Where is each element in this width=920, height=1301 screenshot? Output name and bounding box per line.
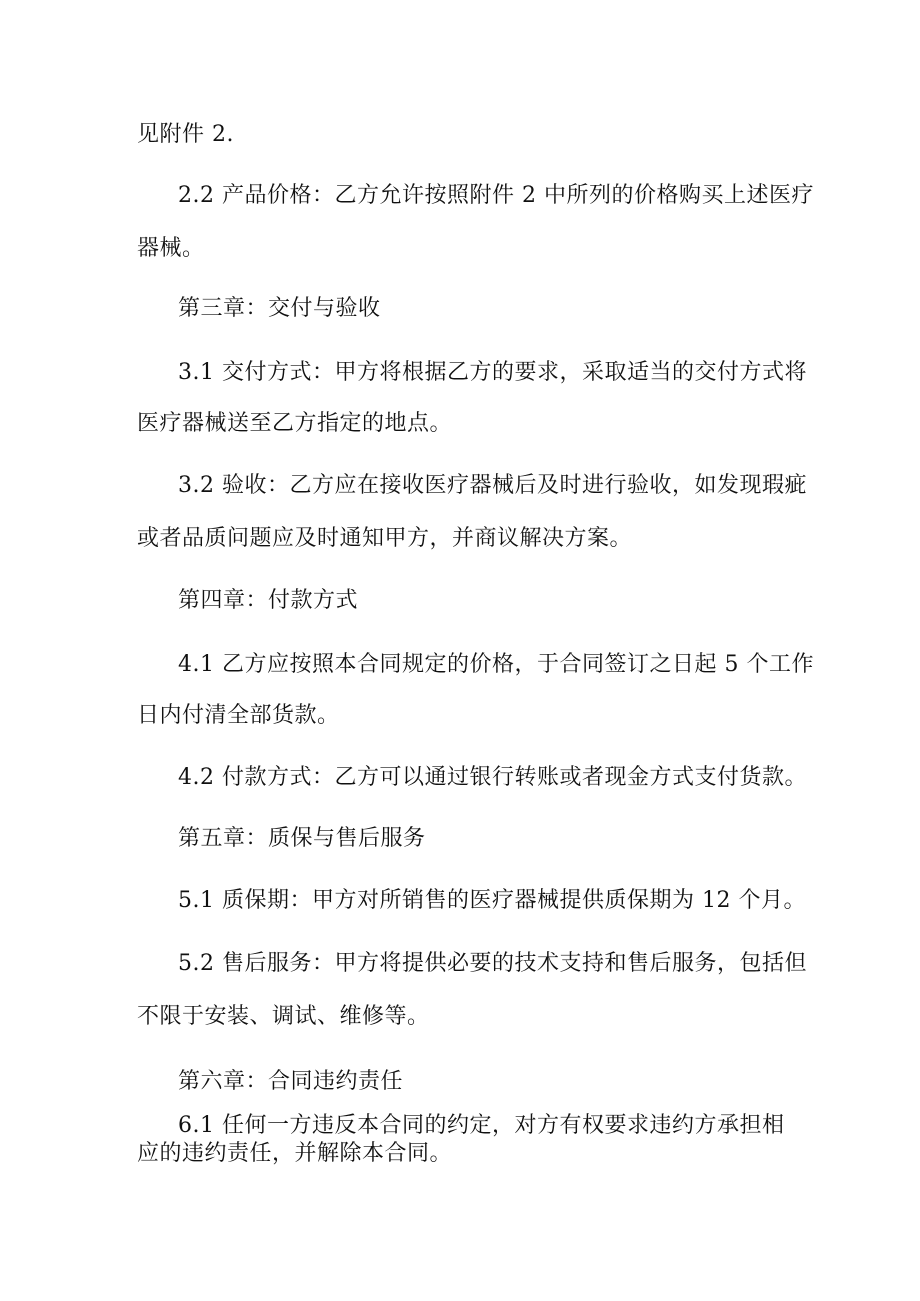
chapter-4-heading: 第四章：付款方式 [178, 588, 359, 613]
text-line: 应的违约责任，并解除本合同。 [137, 1141, 453, 1166]
clause-4-2: 4.2 付款方式：乙方可以通过银行转账或者现金方式支付货款。 [178, 765, 807, 790]
clause-2-2: 2.2 产品价格：乙方允许按照附件 2 中所列的价格购买上述医疗 [178, 183, 814, 208]
text-line: 不限于安装、调试、维修等。 [137, 1004, 430, 1029]
text-line: 器械。 [137, 236, 205, 261]
text-line: 医疗器械送至乙方指定的地点。 [137, 411, 453, 436]
clause-6-1: 6.1 任何一方违反本合同的约定，对方有权要求违约方承担相 [178, 1113, 785, 1138]
text-line: 或者品质问题应及时通知甲方，并商议解决方案。 [137, 526, 633, 551]
text-line: 见附件 2. [137, 122, 234, 147]
clause-5-2: 5.2 售后服务：甲方将提供必要的技术支持和售后服务，包括但 [178, 951, 807, 976]
clause-3-1: 3.1 交付方式：甲方将根据乙方的要求，采取适当的交付方式将 [178, 360, 807, 385]
chapter-3-heading: 第三章：交付与验收 [178, 296, 381, 321]
chapter-5-heading: 第五章：质保与售后服务 [178, 826, 426, 851]
chapter-6-heading: 第六章：合同违约责任 [178, 1069, 404, 1094]
clause-4-1: 4.1 乙方应按照本合同规定的价格，于合同签订之日起 5 个工作 [178, 652, 814, 677]
clause-5-1: 5.1 质保期：甲方对所销售的医疗器械提供质保期为 12 个月。 [178, 888, 806, 913]
clause-3-2: 3.2 验收：乙方应在接收医疗器械后及时进行验收，如发现瑕疵 [178, 473, 807, 498]
text-line: 日内付清全部货款。 [137, 703, 340, 728]
